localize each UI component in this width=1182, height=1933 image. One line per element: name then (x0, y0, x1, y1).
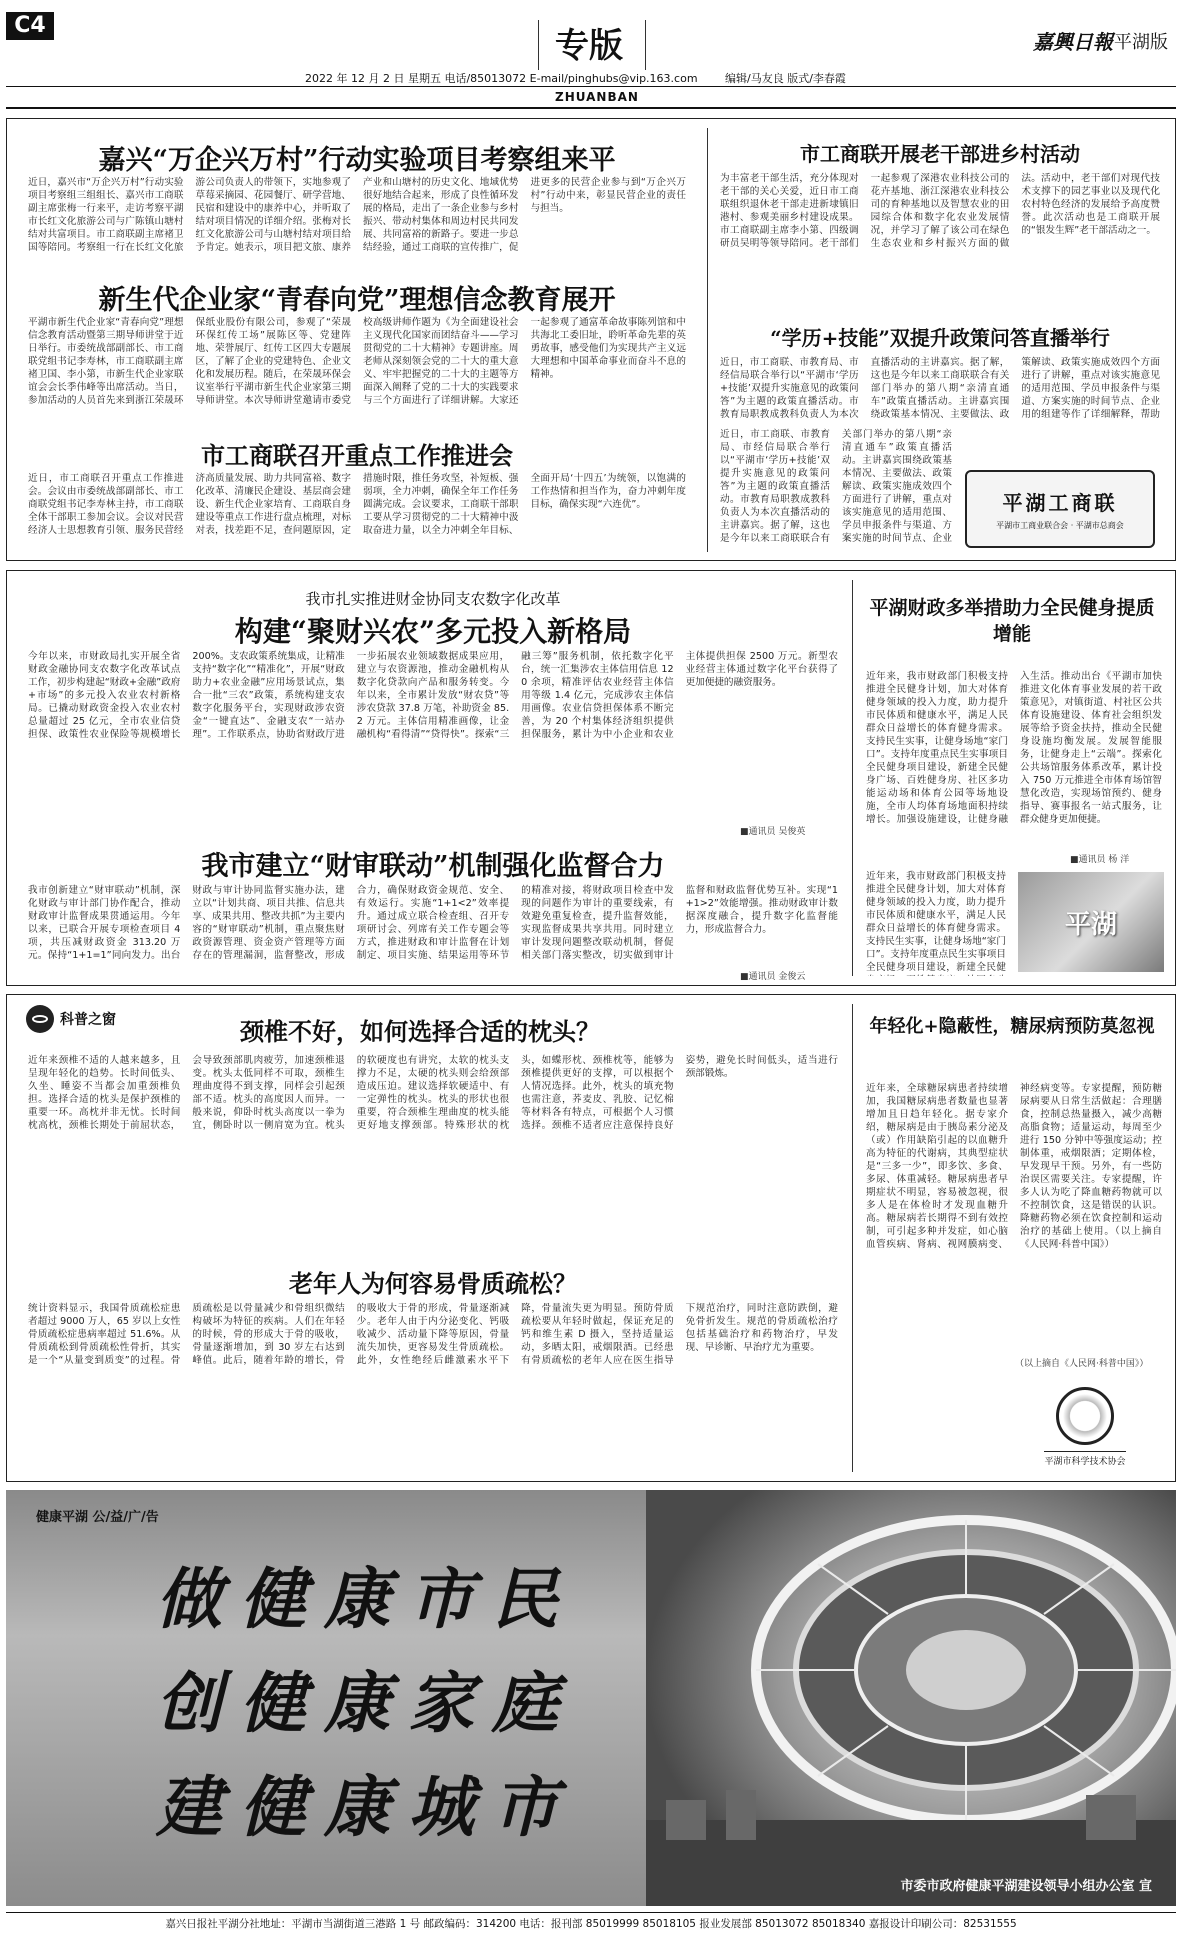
issue-meta: 2022 年 12 月 2 日 星期五 电话/85013072 E-mail/pinghubs@vip.163.com (305, 72, 698, 85)
science-seal (1010, 1380, 1160, 1474)
section-divider-left (538, 20, 539, 70)
body-a2: 平湖市新生代企业家“青春向党”理想信念教育活动暨第三期导师讲堂于近日举行。市委统战部副部长、市工商联党组书记李寿林，市工商联副主席褚卫国、李小第，市新生代企业家联谊会会长季伟峰等出席活动。当日，参加活动的人员首先来到浙江荣晟环保纸业股份有限公司，参观了“荣晟环保红传工场”展陈区等、党建阵地、荣誉展厅、红传工区四大专题展区，了解了企业的党建特色、企业文化和发展历程。随后，在荣晟环保会议室举行平湖市新生代企业家第三期导师讲堂。本次导师讲堂邀请市委党校高级讲师作题为《为全面建设社会主义现代化国家而团结奋斗——学习贯彻党的二十大精神》专题讲座。周老师从深刻领会党的二十大的重大意义、牢牢把握党的二十大的主题等方面深入阐释了党的二十大的实践要求与三个方面进行了详细讲解。大家还一起参观了通富革命故事陈列馆和中共海北工委旧址，聆听革命先辈的英勇故事，感受他们为实现共产主义远大理想和中国革命事业而奋斗不息的精神。 (28, 317, 686, 406)
body-a5-cont: 近日，市工商联、市教育局、市经信局联合举行以“平湖市‘学历+技能’双提升实施意见的政策问答”为主题的政策直播活动。市教育局职教成教科负责人为本次直播活动的主讲嘉宾。据了解，这也是今年以来工商联联合有关部门举办的第八期“亲清直通车”政策直播活动。主讲嘉宾围绕政策基本情况、主要做法、政策解读、政策实施成效四个方面进行了讲解，重点对该实施意见的适用范围、学员申报条件与渠道、方案实施的时间节点、企业 (720, 429, 952, 544)
science-tag-icon (26, 1005, 54, 1033)
headline-a9: 颈椎不好，如何选择合适的枕头？ (240, 1017, 600, 1046)
body-a5: 近日，市工商联、市教育局、市经信局联合举行以“平湖市‘学历+技能’双提升实施意见的政策问答”为主题的政策直播活动。市教育局职教成教科负责人为本次直播活动的主讲嘉宾。据了解，这也是今年以来工商联联合有关部门举办的第八期“亲清直通车”政策直播活动。主讲嘉宾围绕政策基本情况、主要做法、政策解读、政策实施成效四个方面进行了讲解，重点对该实施意见的适用范围、学员申报条件与渠道、方案实施的时间节点、企业用的组建等作了详细解释，帮助 (720, 357, 1160, 420)
headline-a4: 市工商联开展老干部进乡村活动 (800, 142, 1080, 166)
body-a7: 我市创新建立“财审联动”机制，深化财政与审计部门协作配合，推动财政审计监督成果贯通运用。今年以来，已联合开展专项检查项目 4 项，共压减财政资金 313.20 万元。保持“1+1=1”同向发力。出台财政与审计协同监督实施办法，建立以“计划共商、项目共推、信息共享、成果共用、整改共抓”为主要内容的“财审联动”机制，重点聚焦财政资源管理、资金资产管理等方面存在的管理漏洞，监督整改，形成合力，确保财政资金规范、安全、有效运行。实施“1+1<2”效率提升。通过成立联合检查组、召开专项研讨会、列席有关工作专题会等方式，推进财政和审计监督在计划制定、项目实施、结果运用等环节的精准对接，将财政项目检查中发现的问题作为审计的重要线索，有效避免重复检查，提升监督效能，实现监督成果共享共用。同时建立审计发现问题整改联动机制，督促相关部门落实整改，切实做到审计监督和财政监督优势互补。实现“1+1>2”效能增强。推动财政审计数据深度融合，提升数字化监督能力，形成监督合力。 (28, 885, 838, 961)
headline-a2: 新生代企业家“青春向党”理想信念教育展开 (98, 285, 616, 316)
reporter-a6: ■通讯员 吴俊英 (740, 827, 806, 837)
page-number-badge: C4 (6, 12, 54, 40)
paper-name: 嘉興日報 (1033, 30, 1113, 54)
masthead (0, 0, 1182, 108)
psa-banner (6, 1490, 1176, 1906)
masthead-rule (6, 86, 1176, 87)
psa-stadium-image (646, 1490, 1176, 1906)
reporter-a7: ■通讯员 金俊云 (740, 972, 806, 982)
psa-credit: 市委市政府健康平湖建设领导小组办公室 宣 (900, 1879, 1152, 1894)
headline-a10: 年轻化+隐蔽性，糖尿病预防莫忽视 (869, 1016, 1155, 1037)
psa-slogan-1: 做健康市民 (156, 1560, 576, 1638)
section-pinyin: ZHUANBAN (555, 90, 639, 104)
body-a6: 今年以来，市财政局扎实开展全省财政金融协同支农数字化改革试点工作，初步构建起“财政+金融”政府+市场”的多元投入农业农村新格局。已撬动财政资金投入农业农村总量超过 25 亿元，全市农业信贷担保、政策性农业保险等规模增长 200%。支农政策系统集成，让精准支持“数字化”“精准化”，开展“财政助力+农业金融”应用场景试点，集合一批“三农”政策，系统构建支农数字化服务平台，实现财政涉农资金“一键直达”、金融支农“一站办理”。工作联系点，协助省财政厅进一步拓展农业领域数据成果应用，建立与农资源池，推动金融机构从数字化贷款向产品和服务转变。今年以来，全市累计发放“财农贷”等涉农贷款 37.8 万笔，补助资金 85.2 万元。主体信用精准画像，让金融机构“看得清”“贷得快”。探索“三融三筹”服务机制，依托数字化平台，统一汇集涉农主体信用信息 120 余项，精准评估农业经营主体信用等级 1.4 亿元，完成涉农主体信用画像。农业信贷担保体系不断完善，为 20 个村集体经济组织提供担保服务，累计为中小企业和农业主体提供担保 2500 万元。新型农业经营主体通过数字化平台获得了更加便捷的融资服务。 (28, 651, 838, 740)
headline-a6: 构建“聚财兴农”多元投入新格局 (234, 615, 632, 648)
science-tag-label: 科普之窗 (60, 1012, 116, 1028)
science-seal-emblem (1056, 1387, 1114, 1445)
paper-edition: 平湖版 (1114, 32, 1168, 53)
chamber-logo-text: 平湖工商联 (1002, 491, 1118, 515)
box3-column-divider (852, 1004, 853, 1472)
masthead-rule-bottom (6, 107, 1176, 109)
body-a9: 近年来颈椎不适的人越来越多，且呈现年轻化的趋势。长时间低头、久坐、睡姿不当都会加重颈椎负担。选择合适的枕头是保护颈椎的重要一环。高枕并非无忧。长时间枕高枕，颈椎长期处于前屈状态，会导致颈部肌肉疲劳，加速颈椎退变。枕头太低同样不可取，颈椎生理曲度得不到支撑，同样会引起颈部不适。枕头的高度因人而异。一般来说，仰卧时枕头高度以一拳为宜，侧卧时以一侧肩宽为宜。枕头的软硬度也有讲究，太软的枕头支撑力不足，太硬的枕头则会给颈部造成压迫。建议选择软硬适中、有一定弹性的枕头。枕头的形状也很重要，符合颈椎生理曲度的枕头能更好地支撑颈部。特殊形状的枕头，如蝶形枕、颈椎枕等，能够为颈椎提供更好的支撑，可以根据个人情况选择。此外，枕头的填充物也需注意，荞麦皮、乳胶、记忆棉等材料各有特点，可根据个人习惯选择。颈椎不适者应注意保持良好姿势，避免长时间低头，适当进行颈部锻炼。 (28, 1055, 838, 1131)
kicker-a6: 我市扎实推进财金协同支农数字化改革 (305, 590, 561, 608)
body-a1: 近日，嘉兴市“万企兴万村”行动实验项目考察组三组组长、嘉兴市工商联副主席张梅一行来平，走访考察平湖市长红文化旅游公司与广陈镇山塘村结对共富项目。市工商联副主席褚卫国等陪同。考察组一行在长红文化旅游公司负责人的带领下，实地参观了草莓采摘园、花园餐厅、研学营地、民宿和建设中的康养中心，并听取了结对项目情况的详细介绍。张梅对长红文化旅游公司与山塘村结对项目给予肯定。她表示，项目把文旅、康养产业和山塘村的历史文化、地域优势很好地结合起来，形成了良性循环发展的格局，走出了一条企业参与乡村振兴、带动村集体和周边村民共同发展、共同富裕的新路子。要进一步总结经验，通过工商联的宣传推广，促进更多的民营企业参与到“万企兴万村”行动中来，彰显民营企业的责任与担当。 (28, 177, 686, 253)
headline-a5: “学历+技能”双提升政策问答直播举行 (770, 326, 1110, 350)
body-a11: 统计资料显示，我国骨质疏松症患者超过 9000 万人，65 岁以上女性骨质疏松症患病率超过 51.6%。从骨质疏松到骨质疏松性骨折，其实是一个“从量变到质变”的过程。骨质疏松是以骨量减少和骨组织微结构破坏为特征的疾病。人们在年轻的时候，骨的形成大于骨的吸收，骨量逐渐增加，到 30 岁左右达到峰值。此后，随着年龄的增长，骨的吸收大于骨的形成，骨量逐渐减少。老年人由于内分泌变化、钙吸收减少、活动量下降等原因，骨量流失加快，更容易发生骨质疏松。此外，女性绝经后雌激素水平下降，骨量流失更为明显。预防骨质疏松要从年轻时做起，保证充足的钙和维生素 D 摄入，坚持适量运动，多晒太阳，戒烟限酒。已经患有骨质疏松的老年人应在医生指导下规范治疗，同时注意防跌倒，避免骨折发生。规范的骨质疏松治疗包括基础治疗和药物治疗，早发现、早诊断、早治疗尤为重要。 (28, 1303, 838, 1366)
pinghu-finance-image-text: 平湖 (1064, 909, 1117, 940)
editors: 编辑/马友良 版式/李春霞 (725, 72, 846, 85)
headline-a3: 市工商联召开重点工作推进会 (201, 441, 513, 470)
psa-slogan-2: 创健康家庭 (156, 1664, 576, 1742)
science-tag (26, 1003, 156, 1035)
footer-rule (6, 1912, 1176, 1913)
psa-label: 健康平湖 公/益/广/告 (36, 1510, 159, 1525)
body-a8: 近年来，我市财政部门积极支持推进全民健身计划，加大对体育健身领域的投入力度，助力提升市民体质和健康水平，满足人民群众日益增长的体育健身需求。支持民生实事，让健身场地“家门口”。支持年度重点民生实事项目全民健身项目建设，新建全民健身广场、百姓健身房、社区多功能运动场和体育公园等场地设施，全市人均体育场地面积持续增长。加强设施建设，让健身融入生活。推动出台《平湖市加快推进文化体育事业发展的若干政策意见》，对镇街道、村社区公共体育设施建设、体育社会组织发展等给予资金扶持，推动全民健身设施均衡发展。发展智能服务，让健身走上“云端”。探索化公共场馆服务体系改革，累计投入 750 万元推进全市体育场馆智慧化改造，实现场馆预约、健身指导、赛事报名一站式服务，让群众健身更加便捷。 (866, 671, 1162, 825)
section-divider-right (645, 20, 646, 70)
body-a8-cont: 近年来，我市财政部门积极支持推进全民健身计划，加大对体育健身领域的投入力度，助力提升市民体质和健康水平，满足人民群众日益增长的体育健身需求。支持民生实事，让健身场地“家门口”。支持年度重点民生实事项目全民健身项目建设，新建全民健 (866, 871, 1006, 973)
chamber-logo-sub: 平湖市工商业联合会 · 平湖市总商会 (996, 521, 1124, 530)
headline-a8: 平湖财政多举措助力全民健身提质增能 (869, 597, 1155, 645)
body-a10: 近年来，全球糖尿病患者持续增加，我国糖尿病患者数量也显著增加且日趋年轻化。据专家介绍，糖尿病是由于胰岛素分泌及（或）作用缺陷引起的以血糖升高为特征的代谢病，其典型症状是“三多一少”，即多饮、多食、多尿、体重减轻。糖尿病患者早期症状不明显，容易被忽视，很多人是在体检时才发现血糖升高。糖尿病若长期得不到有效控制，可引起多种并发症，如心脑血管疾病、肾病、视网膜病变、神经病变等。专家提醒，预防糖尿病要从日常生活做起：合理膳食，控制总热量摄入，减少高糖高脂食物；适量运动，每周至少进行 150 分钟中等强度运动；控制体重，戒烟限酒；定期体检，早发现早干预。另外，有一些防治误区需要关注。专家提醒，许多人认为吃了降血糖药物就可以不控制饮食，这是错误的认识。降糖药物必须在饮食控制和运动治疗的基础上使用。（以上摘自《人民网·科普中国》） (866, 1083, 1162, 1250)
reporter-a8: ■通讯员 杨 洋 (1070, 855, 1130, 865)
headline-a11: 老年人为何容易骨质疏松？ (289, 1269, 577, 1298)
box1-column-divider (707, 128, 708, 552)
headline-a7: 我市建立“财审联动”机制强化监督合力 (201, 851, 665, 882)
chamber-logo (965, 470, 1155, 548)
body-a3: 近日，市工商联召开重点工作推进会。会议由市委统战部副部长、市工商联党组书记李寿林主持，市工商联全体干部职工参加会议。会议对民营经济人士思想教育引领、服务民营经济高质量发展、助力共同富裕、数字化改革、清廉民企建设、基层商会建设、新生代企业家培育、工商联自身建设等重点工作进行盘点梳理，对标对表，找差距不足，查问题原因，定措施时限，推任务攻坚，补短板、强弱项，全力冲刺，确保全年工作任务圆满完成。会议要求，工商联干部职工要从学习贯彻党的二十大精神中汲取奋进力量，以全力冲刺全年目标、全面开局‘十四五’为统领，以饱满的工作热情和担当作为，奋力冲刺年度目标，确保实现“六连优”。 (28, 473, 686, 536)
science-source: （以上摘自《人民网·科普中国》） (1015, 1359, 1149, 1369)
headline-a1: 嘉兴“万企兴万村”行动实验项目考察组来平 (98, 145, 616, 176)
psa-slogan-3: 建健康城市 (156, 1768, 576, 1846)
pinghu-finance-image (1018, 872, 1164, 972)
footer-address: 嘉兴日报社平湖分社地址：平湖市当湖街道三港路 1 号 邮政编码：314200 电话：报刊部 85019999 85018105 报业发展部 85013072 85018340 嘉报设计印刷公司：82531555 (165, 1918, 1017, 1930)
section-title: 专版 (555, 26, 623, 66)
box2-column-divider (852, 580, 853, 976)
body-a4: 为丰富老干部生活，充分体现对老干部的关心关爱，近日市工商联组织退休老干部走进新埭镇旧港村、参观美丽乡村建设成果。市工商联副主席李小第、四级调研员吴明等领导陪同。老干部们一起参观了深港农业科技公司的花卉基地、浙江深港农业科技公司的育种基地以及智慧农业的田园综合体和数字化农业发展情况，并学习了解了该公司在绿色生态农业和乡村振兴方面的做法。活动中，老干部们对现代技术支撑下的园艺事业以及现代化农村特色经济的发展给予高度赞誉。此次活动也是工商联开展的“银发生辉”老干部活动之一。 (720, 173, 1160, 249)
science-seal-text: 平湖市科学技术协会 (1044, 1451, 1125, 1467)
